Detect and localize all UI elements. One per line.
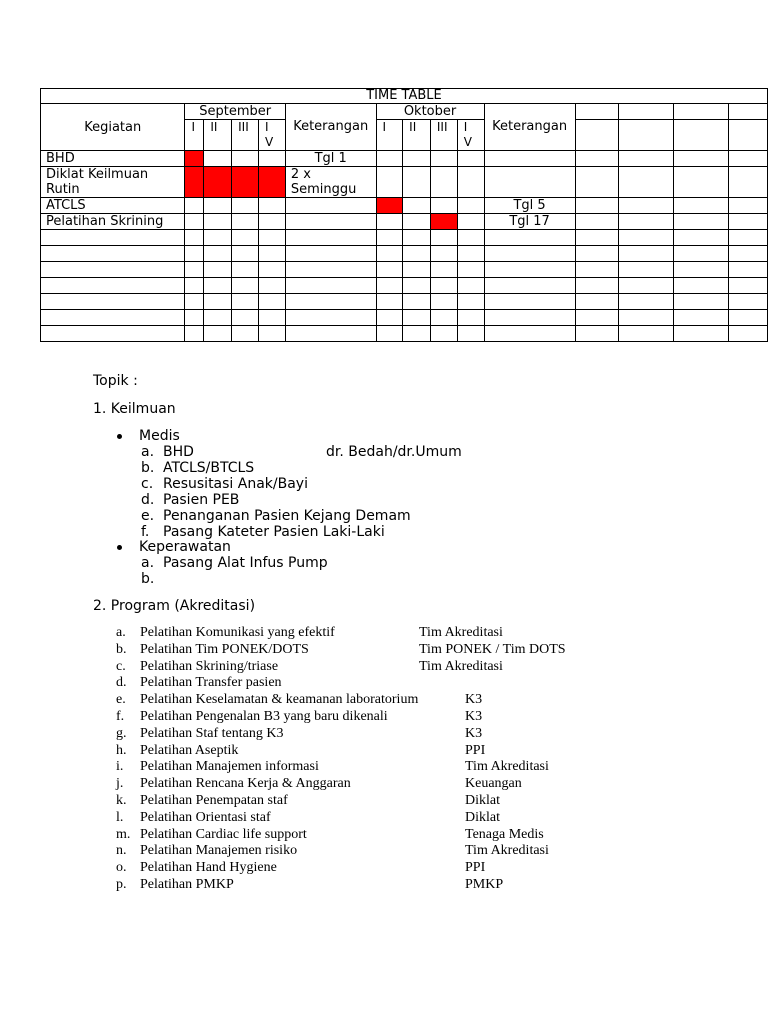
empty-cell <box>185 262 204 278</box>
empty-cell <box>430 278 457 294</box>
keterangan-header-1: Keterangan <box>285 104 376 151</box>
empty-cell <box>403 278 431 294</box>
program-item: Pelatihan Manajemen informasi <box>140 759 319 775</box>
schedule-cell <box>403 151 431 167</box>
empty-cell <box>618 262 673 278</box>
week-label: I <box>185 120 204 151</box>
program-item: Pelatihan Komunikasi yang efektif <box>140 625 335 640</box>
empty-cell <box>575 246 618 262</box>
program-item: Pelatihan Penempatan staf <box>140 793 288 808</box>
schedule-cell <box>430 167 457 198</box>
empty-cell <box>484 326 575 342</box>
empty-cell <box>484 278 575 294</box>
table-row <box>41 230 768 246</box>
empty-cell <box>285 262 376 278</box>
table-row <box>41 278 768 294</box>
keperawatan-label: Keperawatan <box>139 539 231 555</box>
schedule-cell <box>185 214 204 230</box>
keterangan-cell <box>285 214 376 230</box>
empty-cell <box>575 151 618 167</box>
month-september: September <box>185 104 285 120</box>
program-item: Pelatihan Staf tentang K3 <box>140 725 284 741</box>
empty-cell <box>728 214 767 230</box>
schedule-cell <box>376 214 403 230</box>
program-item-pic: PMKP <box>465 877 504 892</box>
empty-cell <box>618 230 673 246</box>
schedule-cell <box>430 198 457 214</box>
empty-cell <box>575 278 618 294</box>
empty-cell <box>673 214 728 230</box>
empty-cell <box>728 310 767 326</box>
program-item: Pelatihan Hand Hygiene <box>140 860 277 876</box>
time-table <box>40 88 768 342</box>
bullet-icon <box>117 434 122 439</box>
schedule-cell <box>258 198 285 214</box>
program-item: Pelatihan Transfer pasien <box>140 675 282 691</box>
list-marker: b. <box>141 460 155 476</box>
empty-cell <box>430 246 457 262</box>
week-label: III <box>232 120 259 151</box>
list-marker: g. <box>116 725 127 741</box>
keterangan-cell <box>484 151 575 167</box>
medis-item: Resusitasi Anak/Bayi <box>163 476 308 492</box>
empty-cell <box>232 230 259 246</box>
empty-cell <box>673 294 728 310</box>
empty-cell <box>185 278 204 294</box>
empty-cell <box>575 326 618 342</box>
program-item-pic: K3 <box>465 692 483 708</box>
empty-cell <box>285 278 376 294</box>
week-label: IV <box>457 120 484 151</box>
activity-name: BHD <box>41 151 185 167</box>
keperawatan-item: Pasang Alat Infus Pump <box>163 555 328 571</box>
topik-heading: Topik : <box>93 373 138 389</box>
table-row <box>41 214 768 230</box>
medis-item: Pasang Kateter Pasien Laki-Laki <box>163 524 385 540</box>
week-label: I <box>376 120 403 151</box>
schedule-mark <box>204 167 232 198</box>
empty-cell <box>673 230 728 246</box>
empty-cell <box>285 230 376 246</box>
list-marker: h. <box>116 742 127 758</box>
empty-cell <box>618 246 673 262</box>
table-row <box>41 198 768 214</box>
week-label: IV <box>258 120 285 151</box>
empty-cell <box>232 278 259 294</box>
list-marker: n. <box>116 843 127 859</box>
list-marker: p. <box>116 877 127 892</box>
empty-cell <box>41 262 185 278</box>
empty-cell <box>618 151 673 167</box>
program-item-pic: Tim Akreditasi <box>465 843 549 859</box>
empty-cell <box>673 167 728 198</box>
program-item-pic: K3 <box>465 709 483 724</box>
list-marker: m. <box>116 826 131 842</box>
empty-cell <box>185 310 204 326</box>
table-row <box>41 246 768 262</box>
empty-cell <box>575 167 618 198</box>
empty-cell <box>232 294 259 310</box>
empty-cell <box>232 326 259 342</box>
empty-cell <box>403 294 431 310</box>
empty-cell <box>41 326 185 342</box>
schedule-cell <box>232 198 259 214</box>
empty-cell <box>673 262 728 278</box>
empty-cell <box>258 326 285 342</box>
list-marker: i. <box>116 759 124 775</box>
medis-item: Pasien PEB <box>163 492 240 508</box>
empty-cell <box>185 326 204 342</box>
empty-cell <box>204 230 232 246</box>
empty-cell <box>430 262 457 278</box>
empty-cell <box>484 246 575 262</box>
empty-cell <box>484 294 575 310</box>
list-marker: d. <box>141 492 155 508</box>
week-label: II <box>204 120 232 151</box>
empty-cell <box>457 326 484 342</box>
kegiatan-header: Kegiatan <box>41 104 185 151</box>
empty-cell <box>430 326 457 342</box>
schedule-cell <box>457 167 484 198</box>
empty-cell <box>285 326 376 342</box>
empty-cell <box>258 262 285 278</box>
empty-cell <box>618 167 673 198</box>
schedule-cell <box>457 214 484 230</box>
empty-cell <box>457 310 484 326</box>
program-item: Pelatihan Cardiac life support <box>140 826 307 842</box>
section-program: 2. Program (Akreditasi) <box>93 598 256 614</box>
empty-cell <box>232 310 259 326</box>
section-keilmuan: 1. Keilmuan <box>93 401 176 417</box>
empty-cell <box>457 246 484 262</box>
list-marker: a. <box>141 444 155 460</box>
empty-cell <box>376 310 403 326</box>
schedule-cell <box>232 214 259 230</box>
program-item-pic: K3 <box>465 725 483 741</box>
empty-cell <box>728 246 767 262</box>
program-item: Pelatihan Manajemen risiko <box>140 843 298 859</box>
list-marker: c. <box>116 658 126 674</box>
schedule-cell <box>376 167 403 198</box>
empty-cell <box>618 326 673 342</box>
list-marker: d. <box>116 675 127 691</box>
program-item-pic: Diklat <box>465 809 500 825</box>
table-row <box>41 294 768 310</box>
list-marker: e. <box>116 692 126 708</box>
table-title: TIME TABLE <box>41 89 768 104</box>
empty-cell <box>457 294 484 310</box>
table-row <box>41 310 768 326</box>
empty-cell <box>41 278 185 294</box>
table-row <box>41 326 768 342</box>
empty-cell <box>41 294 185 310</box>
schedule-cell <box>258 151 285 167</box>
program-item-pic: Tim Akreditasi <box>465 759 549 775</box>
program-item-pic: Tim PONEK / Tim DOTS <box>419 641 566 657</box>
program-item-pic: Tenaga Medis <box>465 826 544 842</box>
empty-cell <box>403 230 431 246</box>
medis-item: ATCLS/BTCLS <box>163 460 255 476</box>
empty-cell <box>673 278 728 294</box>
schedule-cell <box>403 214 431 230</box>
program-item-pic: PPI <box>465 860 486 876</box>
list-marker: k. <box>116 793 127 808</box>
empty-cell <box>403 262 431 278</box>
program-item: Pelatihan Skrining/triase <box>140 658 279 674</box>
empty-cell <box>618 294 673 310</box>
keterangan-cell: Tgl 1 <box>285 151 376 167</box>
program-item: Pelatihan PMKP <box>140 877 234 892</box>
list-marker: f. <box>141 524 150 540</box>
empty-cell <box>484 310 575 326</box>
list-marker: b. <box>141 571 155 587</box>
program-item: Pelatihan Pengenalan B3 yang baru dikenali <box>140 709 388 724</box>
empty-cell <box>728 151 767 167</box>
list-marker: b. <box>116 641 127 657</box>
empty-cell <box>204 278 232 294</box>
program-item-pic: Tim Akreditasi <box>419 658 503 674</box>
schedule-cell <box>376 151 403 167</box>
empty-cell <box>575 310 618 326</box>
empty-cell <box>376 262 403 278</box>
empty-cell <box>484 262 575 278</box>
schedule-cell <box>457 151 484 167</box>
empty-cell <box>430 294 457 310</box>
program-item-pic: Tim Akreditasi <box>419 625 503 640</box>
empty-cell <box>575 262 618 278</box>
bullet-icon <box>117 545 122 550</box>
week-label: II <box>403 120 431 151</box>
empty-cell <box>728 262 767 278</box>
program-item: Pelatihan Keselamatan & keamanan laboratorium <box>140 692 419 708</box>
empty-cell <box>41 230 185 246</box>
keterangan-cell: Tgl 17 <box>484 214 575 230</box>
list-marker: a. <box>141 555 155 571</box>
activity-name: Pelatihan Skrining <box>41 214 185 230</box>
table-row <box>41 151 768 167</box>
empty-cell <box>403 310 431 326</box>
empty-cell <box>204 262 232 278</box>
empty-cell <box>457 278 484 294</box>
list-marker: c. <box>141 476 154 492</box>
empty-cell <box>673 310 728 326</box>
empty-cell <box>728 230 767 246</box>
empty-cell <box>403 326 431 342</box>
empty-cell <box>484 230 575 246</box>
schedule-mark <box>185 167 204 198</box>
empty-cell <box>204 294 232 310</box>
empty-cell <box>728 326 767 342</box>
empty-cell <box>285 246 376 262</box>
empty-cell <box>575 198 618 214</box>
empty-cell <box>376 246 403 262</box>
empty-cell <box>285 310 376 326</box>
schedule-cell <box>185 198 204 214</box>
empty-cell <box>575 294 618 310</box>
empty-cell <box>185 246 204 262</box>
empty-cell <box>258 278 285 294</box>
keterangan-cell <box>285 198 376 214</box>
list-marker: a. <box>116 625 126 640</box>
program-item-pic: PPI <box>465 742 486 758</box>
empty-cell <box>285 294 376 310</box>
week-label: III <box>430 120 457 151</box>
medis-item: Penanganan Pasien Kejang Demam <box>163 508 411 524</box>
empty-cell <box>430 230 457 246</box>
empty-cell <box>618 198 673 214</box>
medis-item: BHD <box>163 444 194 460</box>
schedule-cell <box>457 198 484 214</box>
keterangan-cell: Tgl 5 <box>484 198 575 214</box>
activity-name: Diklat Keilmuan Rutin <box>41 167 185 198</box>
schedule-mark <box>185 151 204 167</box>
empty-cell <box>232 246 259 262</box>
schedule-cell <box>204 151 232 167</box>
empty-cell <box>728 167 767 198</box>
schedule-mark <box>258 167 285 198</box>
empty-cell <box>575 214 618 230</box>
program-item: Pelatihan Rencana Kerja & Anggaran <box>140 776 351 792</box>
program-item-pic: Keuangan <box>465 776 522 792</box>
empty-cell <box>403 246 431 262</box>
activity-name: ATCLS <box>41 198 185 214</box>
empty-cell <box>185 230 204 246</box>
empty-cell <box>204 310 232 326</box>
list-marker: j. <box>116 776 124 792</box>
list-marker: e. <box>141 508 155 524</box>
medis-label: Medis <box>139 428 180 444</box>
list-marker: o. <box>116 860 127 876</box>
empty-cell <box>232 262 259 278</box>
empty-cell <box>376 278 403 294</box>
empty-cell <box>673 326 728 342</box>
table-row <box>41 262 768 278</box>
schedule-cell <box>403 198 431 214</box>
empty-cell <box>185 294 204 310</box>
empty-cell <box>204 246 232 262</box>
medis-item-note: dr. Bedah/dr.Umum <box>326 444 462 460</box>
keterangan-header-2: Keterangan <box>484 104 575 151</box>
empty-cell <box>376 326 403 342</box>
schedule-cell <box>258 214 285 230</box>
schedule-cell <box>430 151 457 167</box>
empty-cell <box>258 230 285 246</box>
empty-cell <box>204 326 232 342</box>
program-item: Pelatihan Orientasi staf <box>140 809 271 825</box>
empty-cell <box>673 151 728 167</box>
keterangan-cell: 2 x Seminggu <box>285 167 376 198</box>
empty-cell <box>258 246 285 262</box>
empty-cell <box>258 294 285 310</box>
empty-cell <box>728 198 767 214</box>
empty-cell <box>41 246 185 262</box>
month-oktober: Oktober <box>376 104 484 120</box>
schedule-cell <box>204 198 232 214</box>
schedule-cell <box>204 214 232 230</box>
list-marker: f. <box>116 709 125 724</box>
empty-cell <box>728 278 767 294</box>
schedule-mark <box>376 198 403 214</box>
schedule-mark <box>232 167 259 198</box>
empty-cell <box>376 294 403 310</box>
empty-cell <box>618 278 673 294</box>
empty-cell <box>457 230 484 246</box>
schedule-cell <box>403 167 431 198</box>
empty-cell <box>41 310 185 326</box>
keterangan-cell <box>484 167 575 198</box>
empty-cell <box>673 246 728 262</box>
program-item: Pelatihan Aseptik <box>140 742 239 758</box>
program-item: Pelatihan Tim PONEK/DOTS <box>140 641 309 657</box>
schedule-mark <box>430 214 457 230</box>
empty-cell <box>376 230 403 246</box>
empty-cell <box>258 310 285 326</box>
empty-cell <box>575 230 618 246</box>
table-row <box>41 167 768 198</box>
empty-cell <box>673 198 728 214</box>
list-marker: l. <box>116 809 124 825</box>
empty-cell <box>430 310 457 326</box>
empty-cell <box>618 310 673 326</box>
schedule-cell <box>232 151 259 167</box>
empty-cell <box>728 294 767 310</box>
empty-cell <box>618 214 673 230</box>
empty-cell <box>457 262 484 278</box>
program-item-pic: Diklat <box>465 793 500 808</box>
